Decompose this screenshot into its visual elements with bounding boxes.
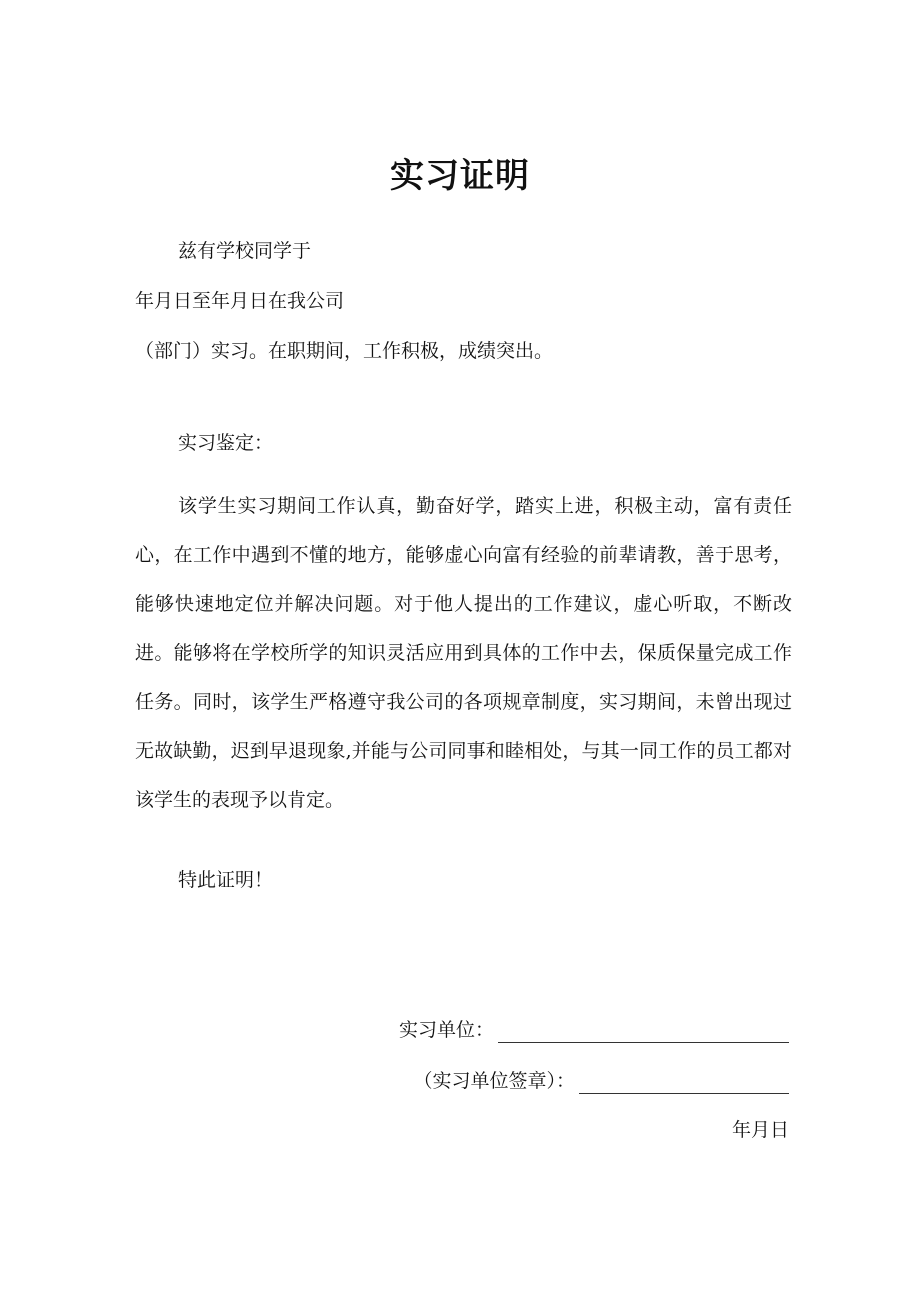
intro-line-dates: 年月日至年月日在我公司	[135, 290, 345, 312]
signature-unit-label: 实习单位：	[398, 1019, 494, 1041]
signature-seal-label: （实习单位签章）：	[413, 1070, 575, 1092]
intro-line-student: 兹有学校同学于	[178, 240, 312, 262]
document-title: 实习证明	[390, 156, 530, 196]
appraisal-paragraph: 该学生实习期间工作认真，勤奋好学，踏实上进，积极主动，富有责任心，在工作中遇到不懂的地方，能够虚心向富有经验的前辈请教，善于思考，能够快速地定位并解决问题。对于他人提出的工作建议，虚心听取，不断改进。能够将在学校所学的知识灵活应用到具体的工作中去，保质保量完成工作任务。同时，该学生严格遵守我公司的各项规章制度，实习期间，未曾出现过无故缺勤，迟到早退现象,并能与公司同事和睦相处，与其一同工作的员工都对该学生的表现予以肯定。	[135, 495, 792, 811]
signature-date: 年月日	[731, 1119, 789, 1141]
signature-unit-blank	[498, 1022, 789, 1043]
signature-unit-row	[399, 1017, 789, 1043]
appraisal-label: 实习鉴定：	[178, 432, 274, 454]
closing-statement: 特此证明！	[178, 869, 274, 891]
signature-seal-row	[413, 1068, 789, 1094]
intro-line-department: （部门）实习。在职期间，工作积极，成绩突出。	[135, 340, 554, 362]
signature-seal-blank	[579, 1073, 789, 1094]
